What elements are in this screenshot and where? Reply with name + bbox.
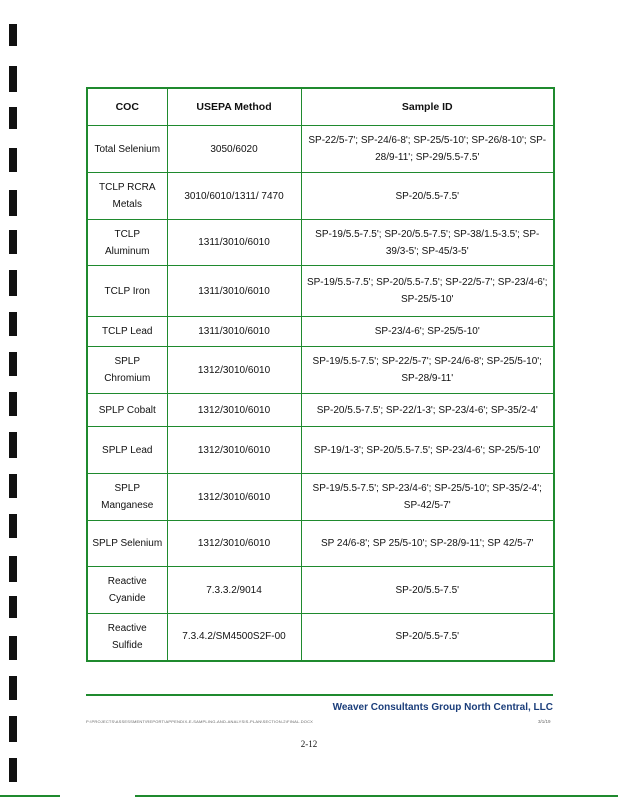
binding-mark [9, 596, 17, 618]
cell-coc: SPLP Manganese [87, 474, 167, 521]
table-row [87, 266, 554, 317]
binding-mark [9, 312, 17, 336]
table-row [87, 567, 554, 614]
cell-sample-id: SP-19/5.5-7.5'; SP-22/5-7'; SP-24/6-8'; SP-25/5-10'; SP-28/9-11' [301, 347, 554, 394]
header-usepa-method: USEPA Method [167, 88, 301, 126]
binding-mark [9, 556, 17, 582]
page-number: 2-12 [300, 739, 318, 749]
binding-mark [9, 636, 17, 660]
cell-coc: Total Selenium [87, 126, 167, 173]
cell-method: 7.3.3.2/9014 [167, 567, 301, 614]
cell-method: 1312/3010/6010 [167, 427, 301, 474]
scan-edge-line [0, 795, 60, 797]
binding-mark [9, 352, 17, 376]
cell-method: 3010/6010/1311/ 7470 [167, 173, 301, 220]
footer-divider [86, 694, 553, 696]
cell-method: 1311/3010/6010 [167, 266, 301, 317]
table-row [87, 427, 554, 474]
cell-coc: SPLP Chromium [87, 347, 167, 394]
cell-coc: Reactive Sulfide [87, 614, 167, 661]
cell-method: 1312/3010/6010 [167, 474, 301, 521]
binding-mark [9, 107, 17, 129]
cell-method: 1312/3010/6010 [167, 347, 301, 394]
cell-coc: TCLP RCRA Metals [87, 173, 167, 220]
cell-coc: TCLP Aluminum [87, 220, 167, 266]
binding-mark [9, 230, 17, 254]
cell-coc: Reactive Cyanide [87, 567, 167, 614]
binding-mark [9, 514, 17, 538]
table-row [87, 614, 554, 661]
binding-mark [9, 270, 17, 296]
cell-sample-id: SP-19/1-3'; SP-20/5.5-7.5'; SP-23/4-6'; SP-25/5-10' [301, 427, 554, 474]
cell-method: 1312/3010/6010 [167, 394, 301, 427]
cell-coc: SPLP Selenium [87, 521, 167, 567]
scan-edge-line [135, 795, 618, 797]
cell-method: 1312/3010/6010 [167, 521, 301, 567]
cell-sample-id: SP-22/5-7'; SP-24/6-8'; SP-25/5-10'; SP-26/8-10'; SP-28/9-11'; SP-29/5.5-7.5' [301, 126, 554, 173]
table-header-row [87, 88, 554, 126]
file-path: P:\PROJECTS\ASSESSMENT\REPORT\APPENDIX-E-SAMPLING-AND-ANALYSIS-PLAN\SECTION-2\FINAL.DOCX [86, 719, 314, 724]
cell-sample-id: SP 24/6-8'; SP 25/5-10'; SP-28/9-11'; SP 42/5-7' [301, 521, 554, 567]
cell-method: 7.3.4.2/SM4500S2F-00 [167, 614, 301, 661]
cell-sample-id: SP-20/5.5-7.5' [301, 173, 554, 220]
table-row [87, 474, 554, 521]
cell-method: 1311/3010/6010 [167, 220, 301, 266]
cell-sample-id: SP-20/5.5-7.5'; SP-22/1-3'; SP-23/4-6'; SP-35/2-4' [301, 394, 554, 427]
coc-method-table [86, 87, 555, 662]
cell-coc: TCLP Iron [87, 266, 167, 317]
table-row [87, 173, 554, 220]
file-date: 3/1/19 [538, 719, 551, 724]
cell-sample-id: SP-19/5.5-7.5'; SP-20/5.5-7.5'; SP-38/1.5-3.5'; SP-39/3-5'; SP-45/3-5' [301, 220, 554, 266]
cell-coc: TCLP Lead [87, 317, 167, 347]
cell-sample-id: SP-20/5.5-7.5' [301, 614, 554, 661]
cell-method: 3050/6020 [167, 126, 301, 173]
cell-sample-id: SP-19/5.5-7.5'; SP-23/4-6'; SP-25/5-10'; SP-35/2-4'; SP-42/5-7' [301, 474, 554, 521]
cell-coc: SPLP Lead [87, 427, 167, 474]
cell-sample-id: SP-23/4-6'; SP-25/5-10' [301, 317, 554, 347]
binding-mark [9, 66, 17, 92]
binding-mark [9, 24, 17, 46]
binding-mark [9, 392, 17, 416]
cell-coc: SPLP Cobalt [87, 394, 167, 427]
company-name: Weaver Consultants Group North Central, LLC [332, 702, 553, 713]
cell-method: 1311/3010/6010 [167, 317, 301, 347]
table-row [87, 394, 554, 427]
binding-mark [9, 758, 17, 782]
binding-mark [9, 676, 17, 700]
table-row [87, 347, 554, 394]
binding-mark [9, 432, 17, 458]
header-sample-id: Sample ID [301, 88, 554, 126]
cell-sample-id: SP-19/5.5-7.5'; SP-20/5.5-7.5'; SP-22/5-7'; SP-23/4-6'; SP-25/5-10' [301, 266, 554, 317]
binding-mark [9, 474, 17, 498]
table-row [87, 317, 554, 347]
binding-mark [9, 148, 17, 172]
header-coc: COC [87, 88, 167, 126]
cell-sample-id: SP-20/5.5-7.5' [301, 567, 554, 614]
binding-mark [9, 190, 17, 216]
table-row [87, 521, 554, 567]
table-row [87, 220, 554, 266]
table-row [87, 126, 554, 173]
